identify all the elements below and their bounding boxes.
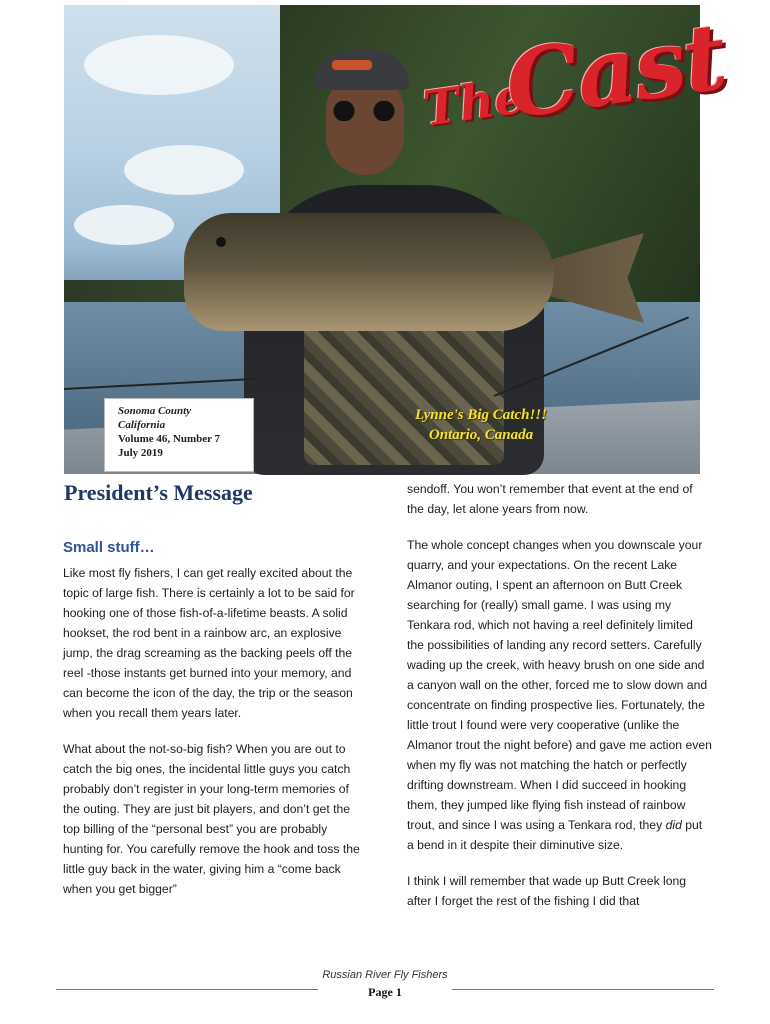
paragraph: What about the not-so-big fish? When you are out to catch the big ones, the incidental little guys you catch probably don’t register in your long-term memories of the outing. They are just bit players, and don’t get the top billing of the “personal best” you are probably hunting for. You carefully remove the hook and toss the little guy back in the water, giving him a “come back when you get bigger”	[63, 742, 360, 896]
photo-caption	[396, 405, 566, 445]
issue-date: July 2019	[118, 447, 163, 459]
cloud	[84, 35, 234, 95]
paragraph-text: The whole concept changes when you downscale your quarry, and your expectations. On the recent Lake Almanor outing, I spent an afternoon on Butt Creek searching for (really) small game. I was using my Tenkara rod, which not having a reel definitely limited the possibilities of landing any record setters. Carefully wading up the creek, with heavy brush on one side and a canyon wall on the other, forced me to slow down and concentrate on finding prospective lies. Fortunately, the little trout I found were very cooperative (unlike the Almanor trout the night before) and gave me action even when my fly was not matching the hatch or perfectly drifting downstream. When I did succeed in hooking them, they jumped like flying fish instead of rainbow trout, and since I was using a Tenkara rod, they	[407, 538, 712, 832]
masthead-cast: Cast	[499, 2, 732, 140]
paragraph: Like most fly fishers, I can get really excited about the topic of large fish. There is certainly a lot to be said for hooking one of those fish-of-a-lifetime beasts. A solid hookset, the rod bent in a rainbow arc, an explosive jump, the drag screaming as the backing peels off the reel -those instants get burned into your memory, and can become the icon of the day, the trip or the season when you recall them years later.	[63, 566, 355, 720]
right-column	[407, 479, 712, 927]
smallmouth-bass	[184, 213, 554, 331]
masthead-the: The	[420, 68, 529, 138]
issue-county: Sonoma County	[118, 405, 192, 417]
paragraph	[407, 535, 712, 855]
issue-state: California	[118, 419, 166, 431]
cap-logo	[332, 60, 372, 70]
paragraph-text: put a bend in it despite their diminutive size.	[407, 818, 703, 852]
page-number: Page 1	[368, 985, 402, 999]
paragraph: sendoff. You won’t remember that event at the end of the day, let alone years from now.	[407, 482, 693, 516]
caption-line-2: Ontario, Canada	[428, 427, 534, 443]
article-title: President’s Message	[64, 480, 253, 505]
footer-organization: Russian River Fly Fishers	[322, 969, 448, 981]
sunglasses	[324, 101, 404, 121]
cloud	[124, 145, 244, 195]
angler-face	[326, 75, 404, 175]
cloud	[74, 205, 174, 245]
caption-line-1: Lynne's Big Catch!!!	[415, 407, 547, 423]
paragraph: I think I will remember that wade up Butt Creek long after I forget the rest of the fishing I did that	[407, 874, 687, 908]
left-column	[63, 563, 368, 915]
emphasis: did	[665, 818, 682, 832]
issue-info-box	[104, 398, 254, 472]
fish-eye	[216, 237, 226, 247]
cap	[314, 50, 409, 90]
article-subtitle: Small stuff…	[63, 539, 155, 556]
issue-volume: Volume 46, Number 7	[118, 433, 221, 445]
